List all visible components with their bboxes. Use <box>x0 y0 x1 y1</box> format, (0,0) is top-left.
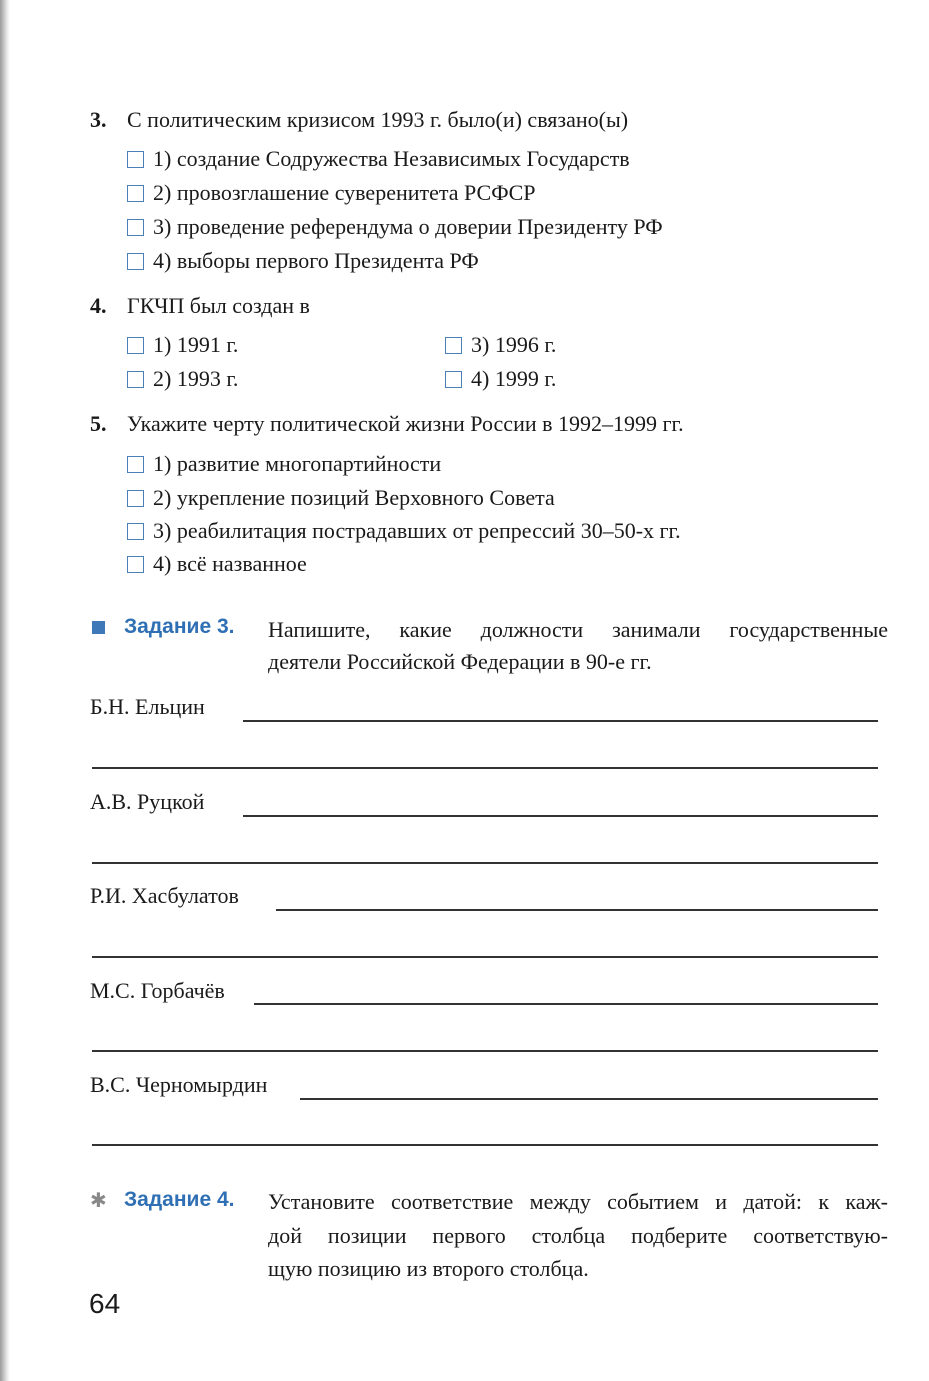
person-name: Б.Н. Ельцин <box>90 694 205 719</box>
task-label: Задание 3. <box>124 615 235 638</box>
option-label: 4) выборы первого Президента РФ <box>153 248 479 273</box>
checkbox[interactable] <box>127 337 144 354</box>
checkbox[interactable] <box>127 185 144 202</box>
question-number: 3. <box>90 107 107 132</box>
task-text: дой позиции первого столбца подберите соответствую- <box>268 1223 888 1248</box>
answer-option[interactable] <box>445 332 556 358</box>
scan-edge <box>0 0 10 1381</box>
task-text: деятели Российской Федерации в 90-е гг. <box>268 649 652 674</box>
task-square-icon <box>92 621 105 634</box>
task-star-icon: ✱ <box>90 1190 107 1212</box>
option-label: 2) провозглашение суверенитета РСФСР <box>153 180 536 205</box>
checkbox[interactable] <box>445 371 462 388</box>
checkbox[interactable] <box>127 151 144 168</box>
person-name: В.С. Черномырдин <box>90 1072 268 1097</box>
person-name: М.С. Горбачёв <box>90 978 225 1003</box>
answer-option[interactable] <box>127 146 630 172</box>
option-label: 4) всё названное <box>153 551 307 576</box>
person-name: А.В. Руцкой <box>90 789 205 814</box>
answer-option[interactable] <box>127 248 479 274</box>
question-text: ГКЧП был создан в <box>127 293 310 318</box>
answer-line[interactable] <box>243 720 878 722</box>
checkbox[interactable] <box>127 253 144 270</box>
task-text: щую позицию из второго столбца. <box>268 1256 589 1281</box>
person-name: Р.И. Хасбулатов <box>90 883 239 908</box>
answer-line[interactable] <box>254 1003 878 1005</box>
answer-line[interactable] <box>92 956 878 958</box>
option-label: 3) реабилитация пострадавших от репрессий 30–50-х гг. <box>153 518 681 543</box>
checkbox[interactable] <box>127 371 144 388</box>
option-label: 2) укрепление позиций Верховного Совета <box>153 485 555 510</box>
answer-line[interactable] <box>276 909 878 911</box>
answer-option[interactable] <box>127 518 681 544</box>
option-label: 1) создание Содружества Независимых Государств <box>153 146 630 171</box>
question-text: С политическим кризисом 1993 г. было(и) связано(ы) <box>127 107 629 132</box>
answer-option[interactable] <box>127 551 307 577</box>
question-number: 5. <box>90 411 107 436</box>
answer-line[interactable] <box>92 1050 878 1052</box>
answer-line[interactable] <box>92 1144 878 1146</box>
checkbox[interactable] <box>127 456 144 473</box>
option-label: 1) 1991 г. <box>153 332 239 357</box>
checkbox[interactable] <box>127 556 144 573</box>
task-text: Напишите, какие должности занимали государственные <box>268 617 888 642</box>
answer-option[interactable] <box>127 332 238 358</box>
answer-option[interactable] <box>127 366 238 392</box>
page-number: 64 <box>89 1288 121 1319</box>
answer-option[interactable] <box>127 485 555 511</box>
checkbox[interactable] <box>127 523 144 540</box>
question-number: 4. <box>90 293 107 318</box>
answer-option[interactable] <box>127 451 441 477</box>
answer-line[interactable] <box>92 767 878 769</box>
checkbox[interactable] <box>445 337 462 354</box>
answer-option[interactable] <box>127 180 536 206</box>
option-label: 3) проведение референдума о доверии Президенту РФ <box>153 214 663 239</box>
answer-line[interactable] <box>92 862 878 864</box>
option-label: 4) 1999 г. <box>471 366 557 391</box>
answer-option[interactable] <box>445 366 556 392</box>
checkbox[interactable] <box>127 219 144 236</box>
option-label: 2) 1993 г. <box>153 366 239 391</box>
answer-line[interactable] <box>300 1098 878 1100</box>
task-label: Задание 4. <box>124 1188 235 1211</box>
question-text: Укажите черту политической жизни России в 1992–1999 гг. <box>127 411 684 436</box>
task-text: Установите соответствие между событием и датой: к каж- <box>268 1189 888 1214</box>
answer-option[interactable] <box>127 214 663 240</box>
checkbox[interactable] <box>127 490 144 507</box>
answer-line[interactable] <box>243 815 878 817</box>
option-label: 3) 1996 г. <box>471 332 557 357</box>
option-label: 1) развитие многопартийности <box>153 451 442 476</box>
